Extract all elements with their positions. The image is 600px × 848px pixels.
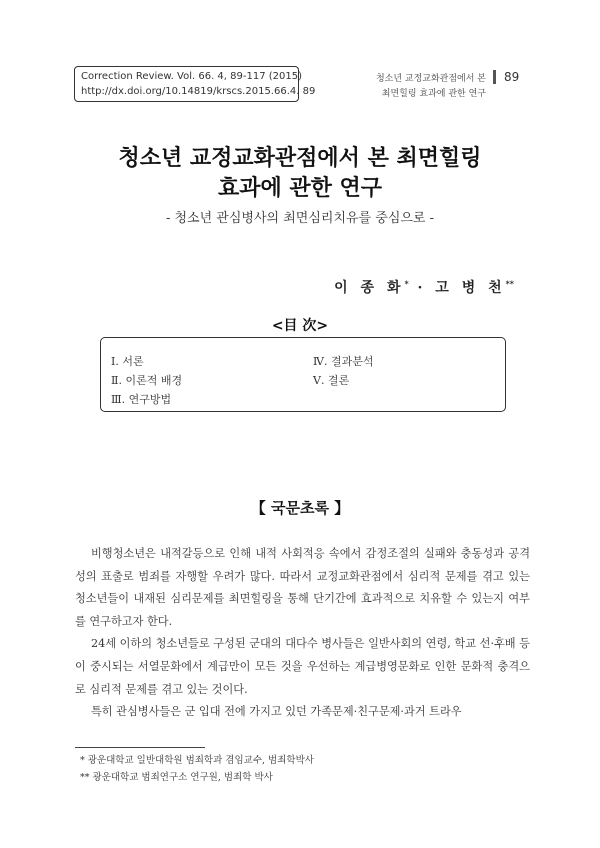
toc-title: <目 次> <box>266 318 334 334</box>
toc-item: Ⅲ. 연구방법 <box>111 393 172 406</box>
toc-item: Ⅴ. 결론 <box>313 374 350 387</box>
author-second: 고 병 천 <box>435 280 506 296</box>
abstract-heading: 【 국문초록 】 <box>250 499 350 517</box>
paper-subtitle: - 청소년 관심병사의 최면심리치유를 중심으로 - <box>165 211 435 226</box>
table-of-contents <box>100 337 506 412</box>
abstract-paragraph: 특히 관심병사들은 군 입대 전에 가지고 있던 가족문제·친구문제·과거 트라우 <box>91 705 462 719</box>
footnote-item: * 광운대학교 일반대학원 범죄학과 겸임교수, 범죄학박사 <box>80 755 314 766</box>
toc-item: Ⅱ. 이론적 배경 <box>111 374 183 387</box>
paper-title-line1: 청소년 교정교화관점에서 본 최면힐링 <box>118 145 482 171</box>
journal-citation: Correction Review. Vol. 66. 4, 89-117 (2015) <box>81 71 303 82</box>
footnote-divider <box>75 747 205 748</box>
running-head-rule <box>493 70 496 84</box>
running-head-line2: 최면힐링 효과에 관한 연구 <box>381 89 486 99</box>
author-first: 이 종 화 <box>334 280 405 296</box>
toc-left-column <box>111 352 182 409</box>
toc-item: Ⅳ. 결과분석 <box>313 355 374 368</box>
footnote-item: ** 광운대학교 범죄연구소 연구원, 범죄학 박사 <box>80 772 273 783</box>
toc-item: Ⅰ. 서론 <box>111 355 144 368</box>
toc-title-wrap <box>0 315 600 335</box>
author-second-mark: ** <box>505 278 514 289</box>
abstract-paragraph: 비행청소년은 내적갈등으로 인해 내적 사회적응 속에서 감정조절의 실패와 충동성과 공격성의 표출로 범죄를 자행할 우려가 많다. 따라서 교정교화관점에서 심리적 문제를 겪고 있는 청소년들이 내재된 심리문제를 최면힐링을 통해 단기간에 효과적으로 치유할 수 있는지 여부를 연구하고자 한다. <box>75 547 530 628</box>
journal-doi: http://dx.doi.org/10.14819/krscs.2015.66.4. 89 <box>81 86 316 97</box>
footnotes <box>80 752 314 786</box>
paper-title-line2: 효과에 관한 연구 <box>217 175 383 201</box>
abstract-body <box>75 543 530 724</box>
abstract-paragraph: 24세 이하의 청소년들로 구성된 군대의 대다수 병사들은 일반사회의 연령, 학교 선·후배 등이 중시되는 서열문화에서 계급만이 모든 것을 우선하는 계급병영문화로 인한 문화적 충격으로 심리적 문제를 겪고 있는 것이다. <box>75 637 530 696</box>
author-first-mark: * <box>404 278 409 289</box>
running-head <box>376 72 486 102</box>
page-number: 89 <box>504 70 520 84</box>
journal-citation-box <box>74 66 316 102</box>
running-head-line1: 청소년 교정교화관점에서 본 <box>375 74 486 84</box>
paper-title <box>0 143 600 203</box>
toc-right-column <box>313 352 374 390</box>
author-line <box>334 277 514 297</box>
author-separator: · <box>408 280 436 296</box>
